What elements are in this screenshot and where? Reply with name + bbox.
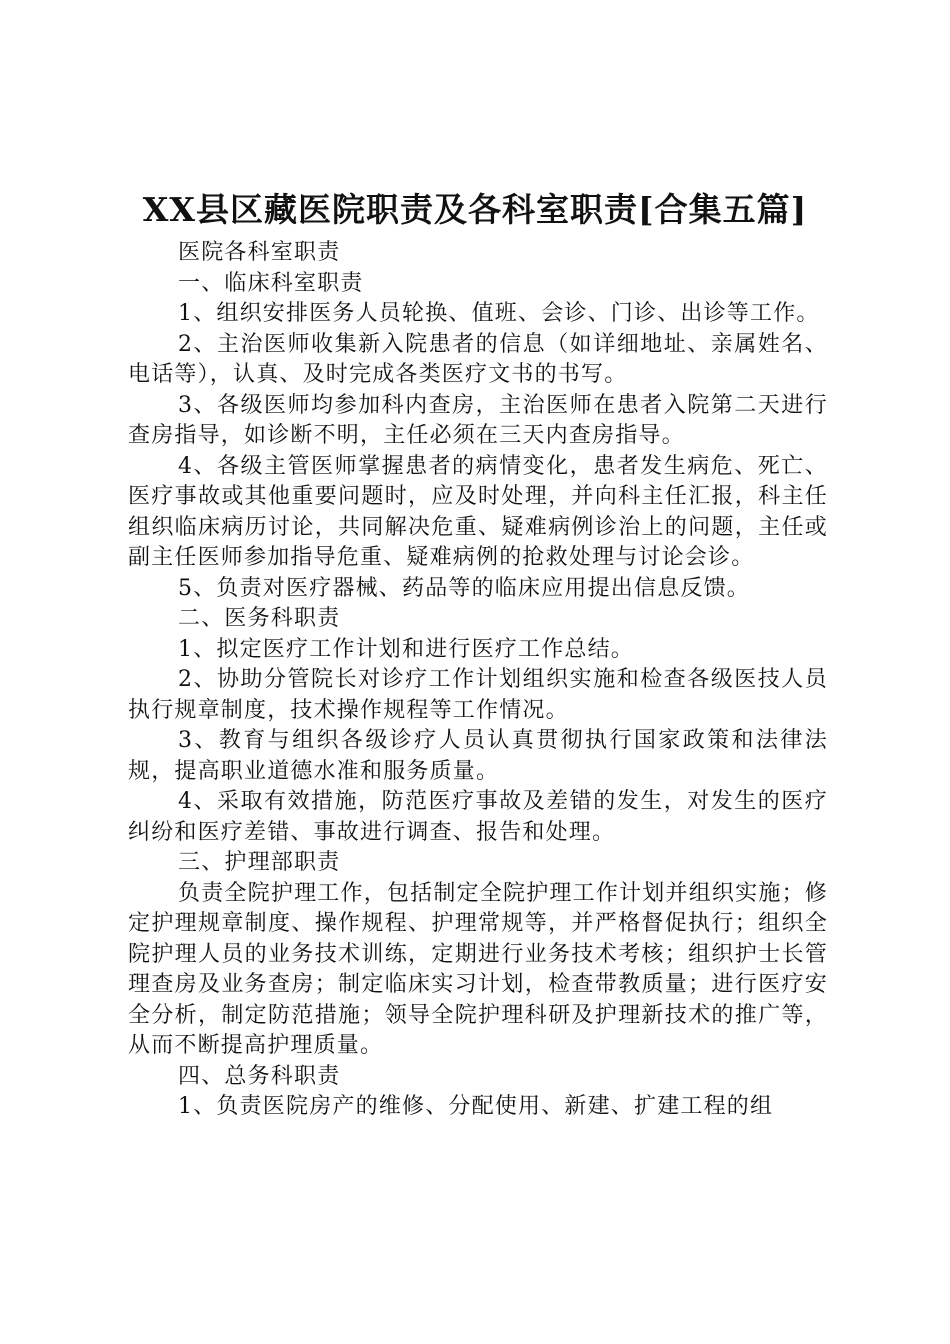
section-heading: 四、总务科职责	[178, 1063, 341, 1089]
section-heading: 二、医务科职责	[178, 606, 341, 631]
paragraph: 3、教育与组织各级诊疗人员认真贯彻执行国家政策和法律法规，提高职业道德水准和服务质量。	[128, 728, 828, 784]
section-heading: 一、临床科室职责	[178, 270, 364, 296]
paragraph: 1、组织安排医务人员轮换、值班、会诊、门诊、出诊等工作。	[178, 301, 820, 326]
paragraph: 4、采取有效措施，防范医疗事故及差错的发生，对发生的医疗纠纷和医疗差错、事故进行调查、报告和处理。	[128, 789, 828, 845]
paragraph: 3、各级医师均参加科内查房，主治医师在患者入院第二天进行查房指导，如诊断不明，主任必须在三天内查房指导。	[128, 392, 828, 448]
paragraph: 2、主治医师收集新入院患者的信息（如详细地址、亲属姓名、电话等），认真、及时完成各类医疗文书的书写。	[128, 331, 828, 387]
paragraph: 2、协助分管院长对诊疗工作计划组织实施和检查各级医技人员执行规章制度，技术操作规程等工作情况。	[128, 667, 828, 723]
paragraph: 5、负责对医疗器械、药品等的临床应用提出信息反馈。	[178, 575, 750, 601]
paragraph: 1、负责医院房产的维修、分配使用、新建、扩建工程的组	[178, 1094, 774, 1119]
document-title: XX县区藏医院职责及各科室职责[合集五篇]	[142, 190, 808, 229]
paragraph: 负责全院护理工作，包括制定全院护理工作计划并组织实施；修定护理规章制度、操作规程、护理常规等，并严格督促执行；组织全院护理人员的业务技术训练，定期进行业务技术考核；组织护士长管理查房及业务查房；制定临床实习计划，检查带教质量；进行医疗安全分析，制定防范措施；领导全院护理科研及护理新技术的推广等，从而不断提高护理质量。	[128, 880, 828, 1058]
paragraph: 4、各级主管医师掌握患者的病情变化，患者发生病危、死亡、医疗事故或其他重要问题时，应及时处理，并向科主任汇报，科主任组织临床病历讨论，共同解决危重、疑难病例诊治上的问题，主任或副主任医师参加指导危重、疑难病例的抢救处理与讨论会诊。	[128, 453, 828, 570]
section-heading: 三、护理部职责	[178, 850, 341, 875]
paragraph: 1、拟定医疗工作计划和进行医疗工作总结。	[178, 636, 634, 662]
document-body	[128, 238, 828, 1123]
section-heading: 医院各科室职责	[178, 240, 341, 265]
